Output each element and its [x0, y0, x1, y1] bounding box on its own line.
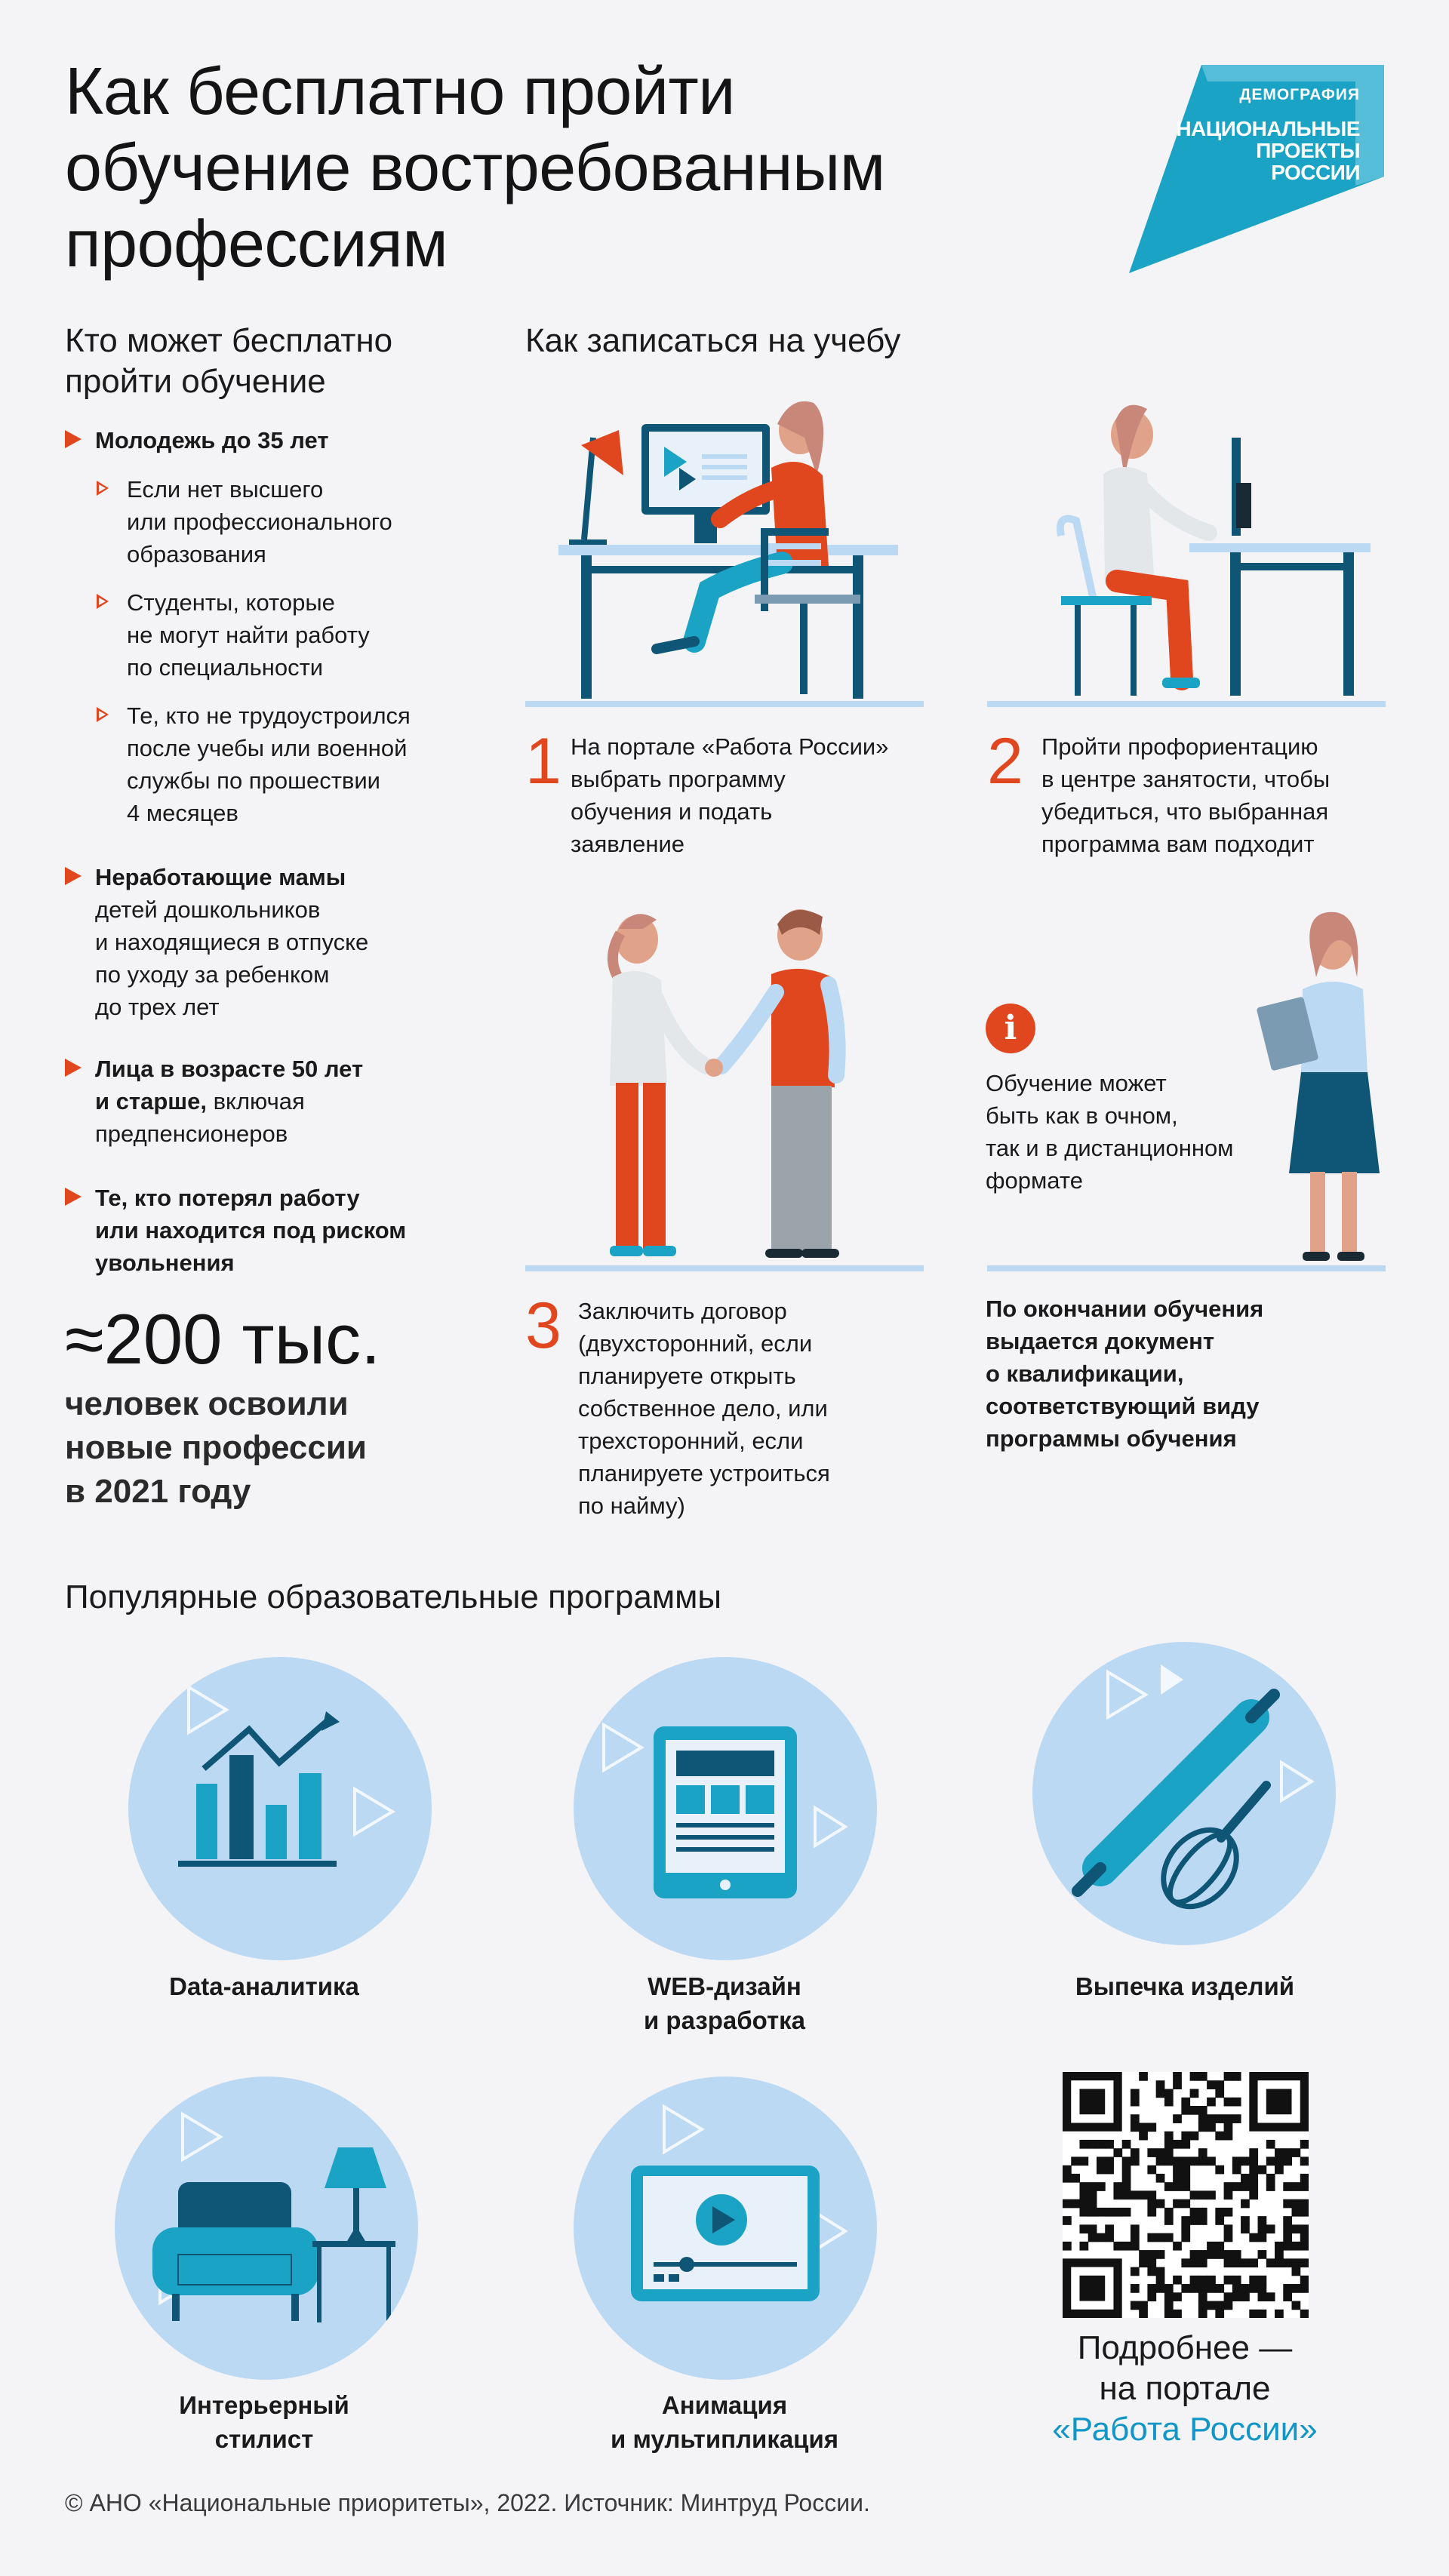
- step-2-number: 2: [987, 725, 1023, 798]
- handshake-illustration: [574, 902, 875, 1271]
- step-1-number: 1: [525, 725, 561, 798]
- info-icon: i: [986, 1004, 1035, 1053]
- step-2-text: Пройти профориентацию в центре занятости, чтобы убедиться, что выбранная программа вам подходит: [1041, 733, 1331, 857]
- page-title: [65, 53, 1046, 281]
- person-at-computer-illustration: [551, 392, 928, 709]
- triangle-bullet-icon: [65, 1059, 82, 1077]
- program-label: WEB-дизайн и разработка: [643, 1972, 806, 2034]
- qr-code[interactable]: [1063, 2072, 1309, 2318]
- criterion-label: Молодежь до 35 лет: [95, 427, 329, 453]
- title-line: обучение востребованным: [65, 130, 885, 204]
- info-text: Обучение может быть как в очном, так и в дистанционном формате: [986, 1070, 1234, 1194]
- program-label: Интерьерный стилист: [179, 2391, 349, 2453]
- logo-national-projects: НАЦИОНАЛЬНЫЕ ПРОЕКТЫ РОССИИ: [1176, 117, 1360, 184]
- final-text: По окончании обучения выдается документ о квалификации, соответствующий виду программы обучения: [986, 1296, 1264, 1452]
- tablet-icon: [574, 1657, 877, 1960]
- floor-line: [987, 1265, 1386, 1271]
- program-label: Выпечка изделий: [1075, 1972, 1295, 2000]
- title-line: профессиям: [65, 206, 448, 281]
- triangle-outline-bullet-icon: [97, 594, 109, 609]
- national-projects-logo: [1129, 65, 1384, 273]
- stat-value: ≈200 тыс.: [65, 1299, 381, 1379]
- floor-line: [525, 701, 924, 707]
- program-interior: [115, 2076, 418, 2380]
- program-label: Data-аналитика: [169, 1972, 359, 2000]
- triangle-bullet-icon: [65, 867, 82, 885]
- step-3-number: 3: [525, 1290, 561, 1362]
- step-1-text: На портале «Работа России» выбрать программу обучения и подать заявление: [571, 733, 889, 857]
- floor-line: [525, 1265, 924, 1271]
- triangle-outline-bullet-icon: [97, 481, 109, 496]
- step-3-text: Заключить договор (двухсторонний, если планируете открыть собственное дело, или трехсторонний, если планируете устроиться по найму): [578, 1298, 830, 1519]
- logo-demography: ДЕМОГРАФИЯ: [1239, 86, 1360, 103]
- stat-caption: человек освоили новые профессии в 2021 году: [65, 1385, 367, 1510]
- program-animation: [574, 2076, 877, 2380]
- rolling-pin-whisk-icon: [1032, 1642, 1336, 1945]
- floor-line: [987, 701, 1386, 707]
- program-data-analytics: [128, 1657, 432, 1960]
- title-line: Как бесплатно пройти: [65, 54, 735, 128]
- qr-code-icon: [1063, 2072, 1309, 2318]
- more-info: Подробнее — на портале «Работа России»: [1052, 2329, 1318, 2448]
- footer-copyright: © АНО «Национальные приоритеты», 2022. Источник: Минтруд России.: [65, 2489, 870, 2516]
- video-player-icon: [574, 2076, 877, 2380]
- programs-heading: Популярные образовательные программы: [65, 1578, 721, 1615]
- triangle-outline-bullet-icon: [97, 707, 109, 722]
- armchair-lamp-icon: [115, 2076, 418, 2380]
- bar-chart-icon: [128, 1657, 432, 1960]
- how-heading: Как записаться на учебу: [525, 322, 901, 359]
- program-label: Анимация и мультипликация: [610, 2391, 839, 2453]
- who-heading: Кто может бесплатно пройти обучение: [65, 322, 393, 400]
- program-web-design: [574, 1657, 877, 1960]
- portal-link[interactable]: «Работа России»: [1052, 2411, 1318, 2448]
- triangle-bullet-icon: [65, 430, 82, 448]
- program-baking: [1032, 1642, 1336, 1945]
- person-seated-profile-illustration: [1041, 392, 1389, 709]
- triangle-bullet-icon: [65, 1188, 82, 1206]
